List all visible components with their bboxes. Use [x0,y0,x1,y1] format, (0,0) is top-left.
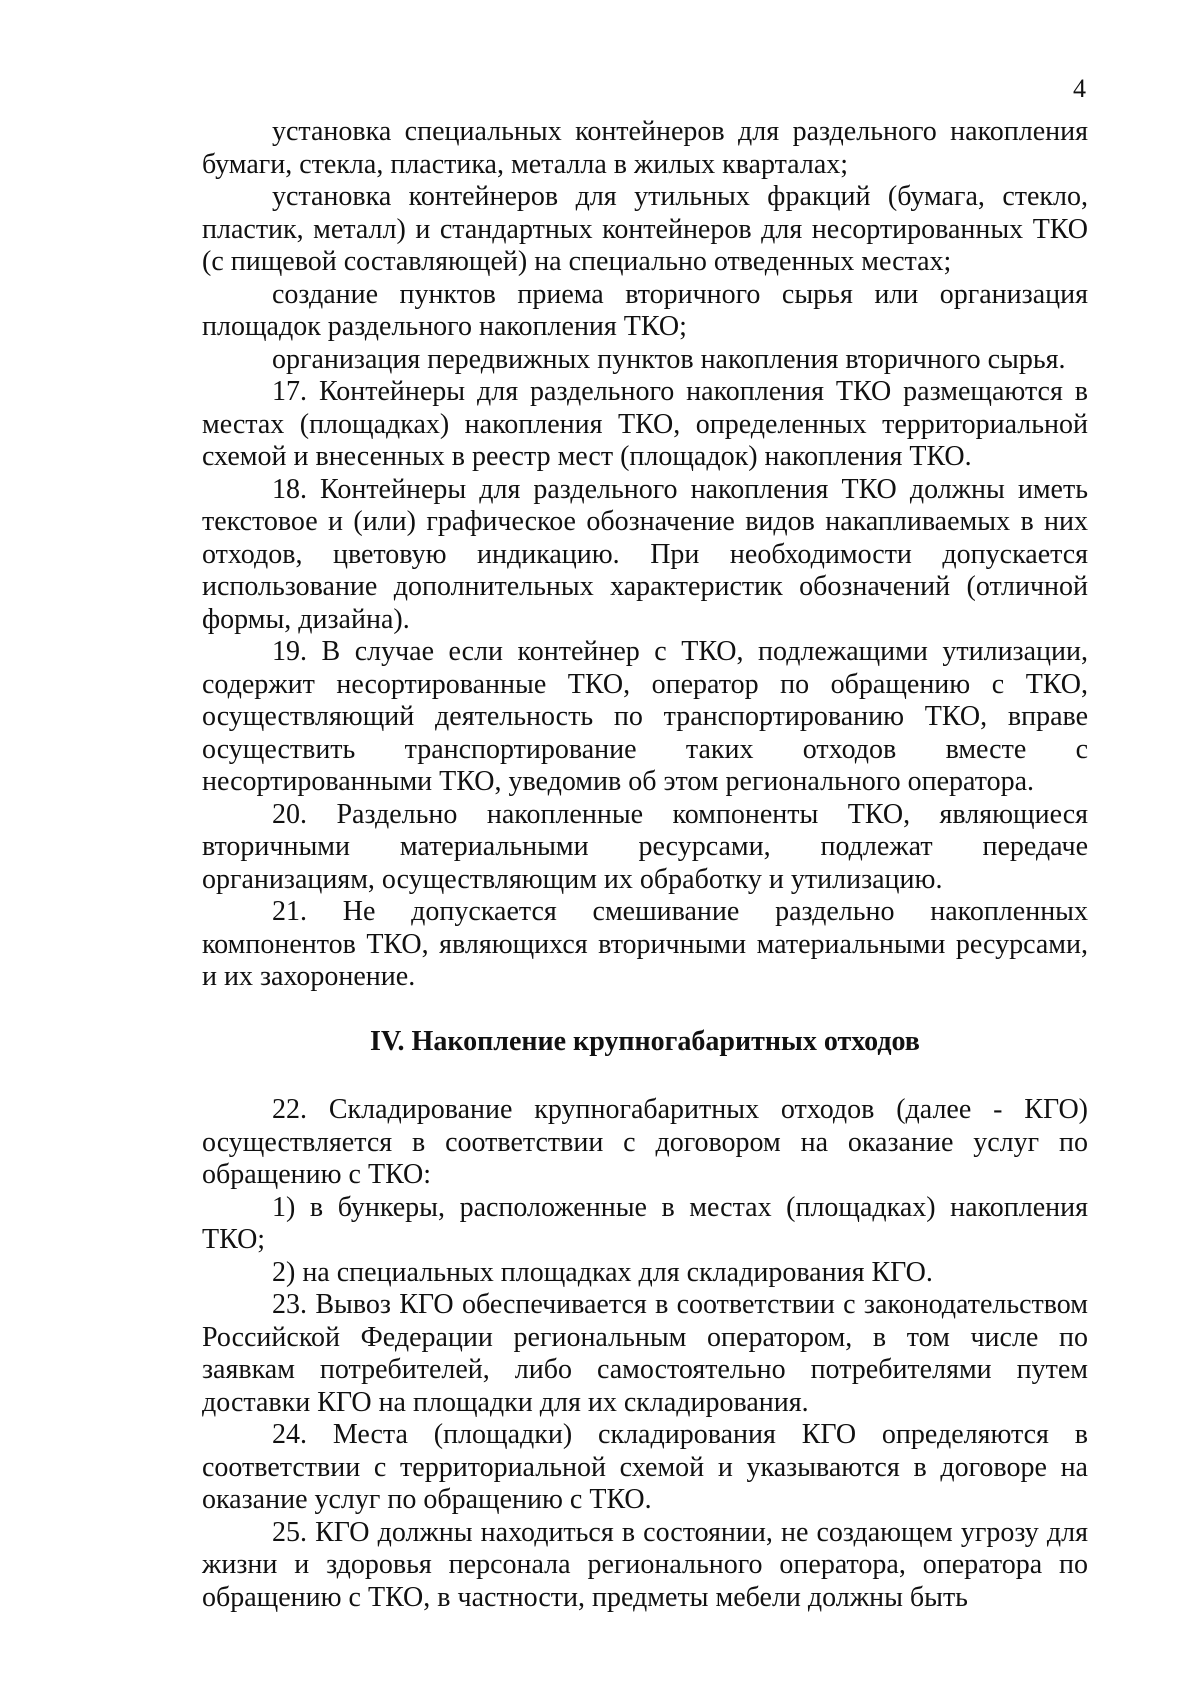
paragraph-bullet-containers: установка специальных контейнеров для раздельного накопления бумаги, стекла, пластика, металла в жилых кварталах; [202,116,1088,180]
paragraph-25: 25. КГО должны находиться в состоянии, не создающем угрозу для жизни и здоровья персонала регионального оператора, оператора по обращению с ТКО, в частности, предметы мебели должны быть [202,1516,1088,1613]
paragraph-19: 19. В случае если контейнер с ТКО, подлежащими утилизации, содержит несортированные ТКО, оператор по обращению с ТКО, осуществляющий деятельность по транспортированию ТКО, вправе осуществить транспортирование таких отходов вместе с несортированными ТКО, уведомив об этом регионального оператора. [202,636,1088,797]
paragraph-bullet-utility-fractions: установка контейнеров для утильных фракций (бумага, стекло, пластик, металл) и стандартных контейнеров для несортированных ТКО (с пищевой составляющей) на специально отведенных местах; [202,181,1088,277]
paragraph-bullet-mobile-points: организация передвижных пунктов накопления вторичного сырья. [272,343,1066,375]
page-number: 4 [1073,74,1086,103]
paragraph-22-item-1: 1) в бункеры, расположенные в местах (площадках) накопления ТКО; [202,1191,1088,1255]
section-heading: IV. Накопление крупногабаритных отходов [370,1025,920,1057]
paragraph-21: 21. Не допускается смешивание раздельно накопленных компонентов ТКО, являющихся вторичными материальными ресурсами, и их захоронение. [202,896,1088,992]
paragraph-17: 17. Контейнеры для раздельного накопления ТКО размещаются в местах (площадках) накопления ТКО, определенных территориальной схемой и внесенных в реестр мест (площадок) накопления ТКО. [202,376,1088,472]
document-body [202,116,1088,1614]
paragraph-24: 24. Места (площадки) складирования КГО определяются в соответствии с территориальной схемой и указываются в договоре на оказание услуг по обращению с ТКО. [202,1419,1088,1515]
paragraph-23: 23. Вывоз КГО обеспечивается в соответствии с законодательством Российской Федерации региональным оператором, в том числе по заявкам потребителей, либо самостоятельно потребителями путем доставки КГО на площадки для их складирования. [202,1289,1088,1418]
paragraph-22-item-2: 2) на специальных площадках для складирования КГО. [272,1256,933,1288]
paragraph-20: 20. Раздельно накопленные компоненты ТКО, являющиеся вторичными материальными ресурсами, подлежат передаче организациям, осуществляющим их обработку и утилизацию. [202,798,1088,895]
paragraph-bullet-collection-points: создание пунктов приема вторичного сырья или организация площадок раздельного накопления ТКО; [202,278,1088,342]
paragraph-22: 22. Складирование крупногабаритных отходов (далее - КГО) осуществляется в соответствии с договором на оказание услуг по обращению с ТКО: [202,1094,1088,1190]
paragraph-18: 18. Контейнеры для раздельного накопления ТКО должны иметь текстовое и (или) графическое обозначение видов накапливаемых в них отходов, цветовую индикацию. При необходимости допускается использование дополнительных характеристик обозначений (отличной формы, дизайна). [202,473,1088,635]
